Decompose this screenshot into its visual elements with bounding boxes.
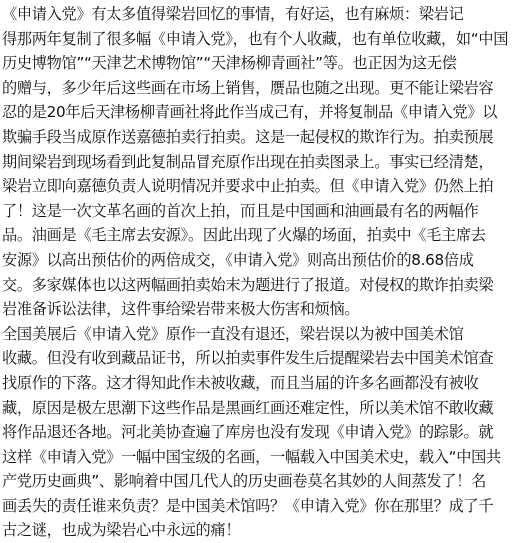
text-line: 品。油画是《毛主席去安源》。因此出现了火爆的场面，拍卖中《毛主席去 xyxy=(2,226,486,245)
text-line: 的赠与，多少年后这些画在市场上销售，赝品也随之出现。更不能让梁岩容 xyxy=(2,78,494,97)
text-line: 忍的是20年后天津杨柳青画社将此作当成己有，并将复制品《申请入党》以 xyxy=(2,103,498,122)
text-line: 这样《申请入党》一幅中国宝级的名画，一幅载入中国美术史，载入“中国共 xyxy=(2,447,501,466)
text-line: 欺骗手段当成原作送嘉德拍卖行拍卖。这是一起侵权的欺诈行为。拍卖预展 xyxy=(2,127,494,146)
text-line: 藏，原因是极左思潮下这些作品是黑画红画还难定性，所以美术馆不敢收藏 xyxy=(2,398,494,417)
text-line: 梁岩立即向嘉德负责人说明情况并要求中止拍卖。但《申请入党》仍然上拍 xyxy=(2,177,494,196)
paragraph-2 xyxy=(2,322,526,543)
text-line: 找原作的下落。这才得知此作未被收藏，而且当届的许多名画都没有被收 xyxy=(2,373,479,392)
text-line: 安源》以高出预估价的两倍成交，《申请入党》则高出预估价的8.68倍成 xyxy=(2,250,474,269)
text-line: 产党历史画典”、影响着中国几代人的历史画卷莫名其妙的人间蒸发了！名 xyxy=(2,472,486,491)
text-line: 历史博物馆”“天津艺术博物馆”“天津杨柳青画社”等。也正因为这无偿 xyxy=(2,54,457,73)
text-line: 期间梁岩到现场看到此复制品冒充原作出现在拍卖图录上。事实已经清楚， xyxy=(2,152,494,171)
text-line: 将作品退还各地。河北美协查遍了库房也没有发现《申请入党》的踪影。就 xyxy=(2,423,494,442)
text-line: 全国美展后《申请入党》原作一直没有退还，梁岩误以为被中国美术馆 xyxy=(2,324,464,343)
text-line: 《申请入党》有太多值得梁岩回忆的事情，有好运，也有麻烦：梁岩记 xyxy=(2,5,464,23)
text-line: 古之谜，也成为梁岩心中永远的痛！ xyxy=(2,521,241,540)
text-line: 得那两年复制了很多幅《申请入党》，也有个人收藏，也有单位收藏，如“中国 xyxy=(2,29,509,48)
text-line: 了！这是一次文革名画的首次上拍，而且是中国画和油画最有名的两幅作 xyxy=(2,201,479,220)
text-line: 画丢失的责任谁来负责？是中国美术馆吗？《申请入党》你在那里？成了千 xyxy=(2,496,494,515)
paragraph-1 xyxy=(2,0,526,322)
text-line: 收藏。但没有收到藏品证书，所以拍卖事件发生后提醒梁岩去中国美术馆查 xyxy=(2,349,494,368)
text-line: 交。多家媒体也以这两幅画拍卖始末为题进行了报道。对侵权的欺诈拍卖梁 xyxy=(2,275,494,294)
text-line: 岩准备诉讼法律，这件事给梁岩带来极大伤害和烦恼。 xyxy=(2,300,360,319)
